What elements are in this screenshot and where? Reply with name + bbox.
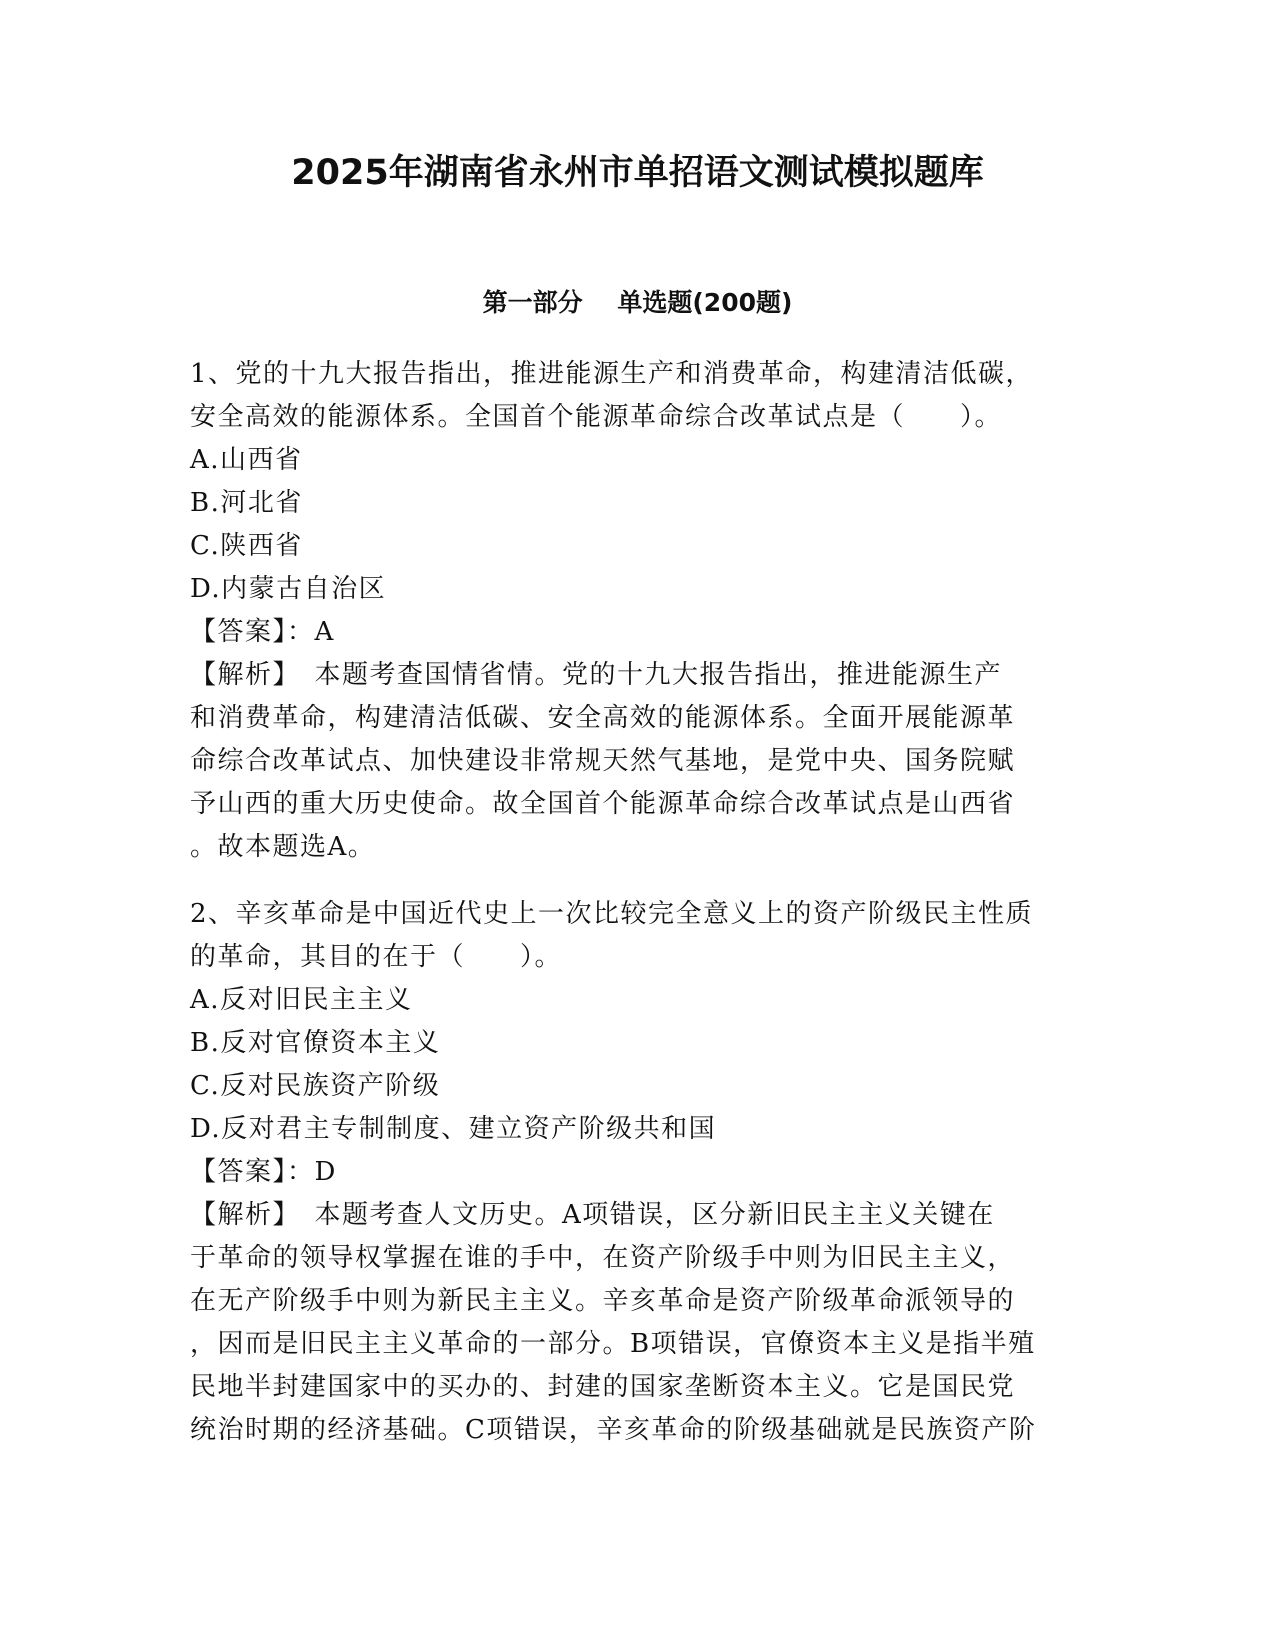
answer-line: 【答案】：D [190,1157,337,1187]
option-b: B.河北省 [190,488,303,518]
question-stem-line: 2、辛亥革命是中国近代史上一次比较完全意义上的资产阶级民主性质 [190,899,1034,929]
analysis-line: 于革命的领导权掌握在谁的手中，在资产阶级手中则为旧民主主义， [190,1243,1016,1273]
analysis-line: ，因而是旧民主主义革命的一部分。B项错误，官僚资本主义是指半殖 [190,1329,1036,1359]
analysis-line: 【解析】 本题考查人文历史。A项错误，区分新旧民主主义关键在 [190,1200,995,1230]
option-b: B.反对官僚资本主义 [190,1028,441,1058]
analysis-line: 民地半封建国家中的买办的、封建的国家垄断资本主义。它是国民党 [190,1372,1016,1402]
analysis-line: 【解析】 本题考查国情省情。党的十九大报告指出，推进能源生产 [190,660,1003,690]
question-1 [190,353,1090,869]
option-a: A.反对旧民主主义 [190,985,413,1015]
option-c: C.陕西省 [190,531,303,561]
question-stem-line: 的革命，其目的在于（ ）。 [190,942,563,972]
analysis-line: 和消费革命，构建清洁低碳、安全高效的能源体系。全面开展能源革 [190,703,1016,733]
option-d: D.反对君主专制制度、建立资产阶级共和国 [190,1114,717,1144]
question-stem-line: 1、党的十九大报告指出，推进能源生产和消费革命，构建清洁低碳， [190,359,1034,389]
analysis-line: 在无产阶级手中则为新民主主义。辛亥革命是资产阶级革命派领导的 [190,1286,1016,1316]
option-d: D.内蒙古自治区 [190,574,387,604]
section-heading: 第一部分 单选题(200题) [482,288,793,317]
analysis-line: 。故本题选A。 [190,832,376,862]
answer-line: 【答案】：A [190,617,335,647]
analysis-line: 统治时期的经济基础。C项错误，辛亥革命的阶级基础就是民族资产阶 [190,1415,1037,1445]
option-a: A.山西省 [190,445,303,475]
option-c: C.反对民族资产阶级 [190,1071,441,1101]
document-title: 2025年湖南省永州市单招语文测试模拟题库 [291,153,984,193]
analysis-line: 命综合改革试点、加快建设非常规天然气基地，是党中央、国务院赋 [190,746,1016,776]
question-2 [190,893,1090,1452]
analysis-line: 予山西的重大历史使命。故全国首个能源革命综合改革试点是山西省 [190,789,1016,819]
question-stem-line: 安全高效的能源体系。全国首个能源革命综合改革试点是（ ）。 [190,402,1003,432]
